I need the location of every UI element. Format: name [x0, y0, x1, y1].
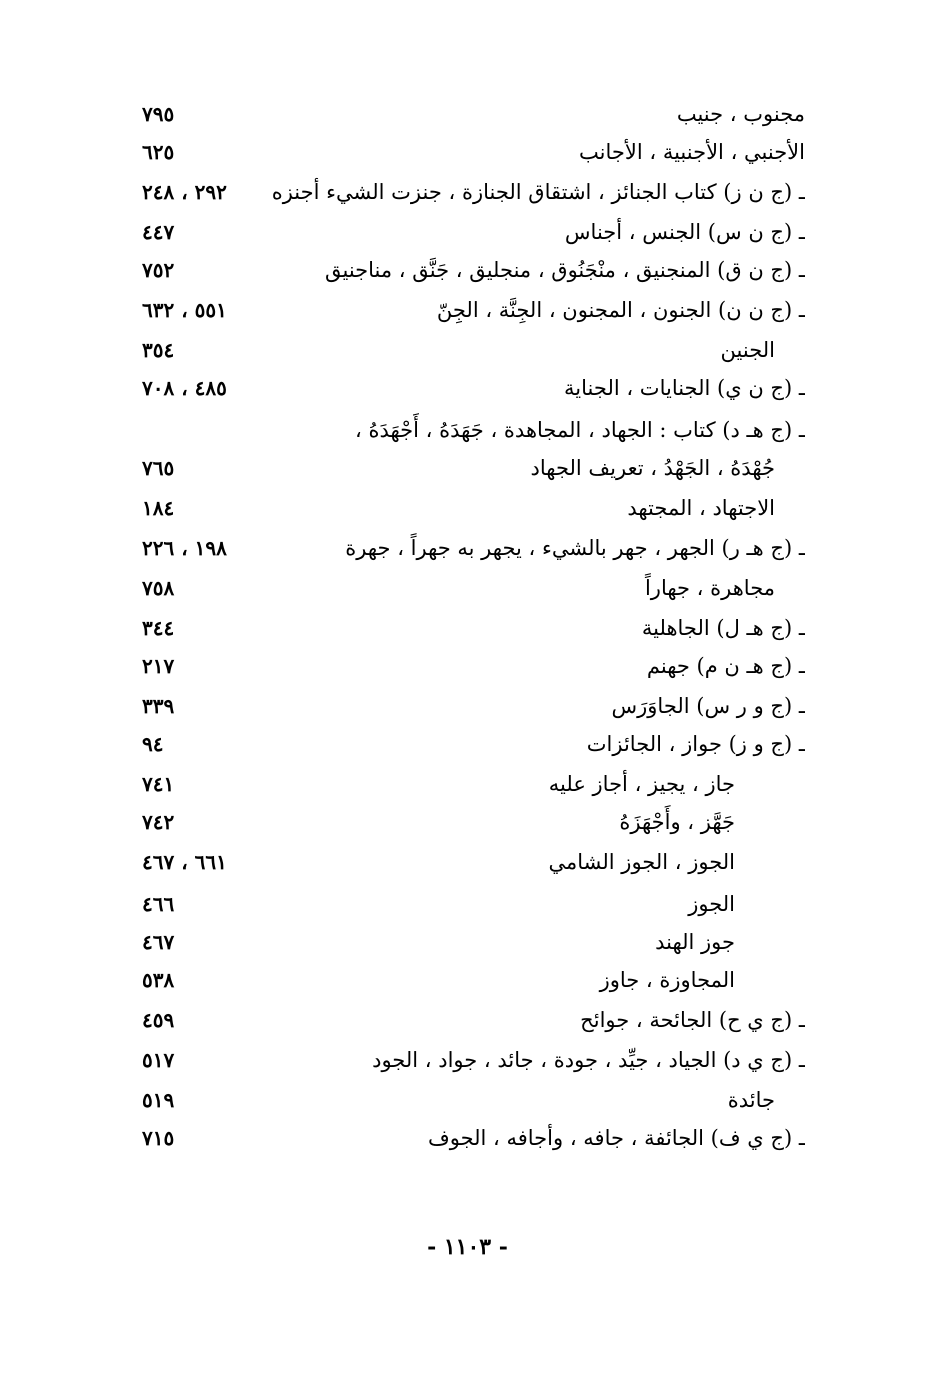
entry-pages: ٦٦١ ، ٤٦٧ — [142, 850, 227, 874]
entry-term: جاز ، يجيز ، أجاز عليه — [548, 772, 735, 796]
index-entry — [0, 450, 935, 488]
entry-term: مجنوب ، جنيب — [676, 102, 805, 126]
entry-pages: ٤٦٧ — [142, 930, 175, 954]
entry-term: الأجنبي ، الأجنبية ، الأجانب — [579, 140, 805, 164]
index-entry — [0, 174, 935, 212]
entry-pages: ٤٦٦ — [142, 892, 175, 916]
entry-term: الجوز ، الجوز الشامي — [548, 850, 735, 874]
index-entry — [0, 370, 935, 408]
entry-term: ـ (ج ي ح) الجائحة ، جوائح — [580, 1008, 805, 1032]
entry-pages: ٤٤٧ — [142, 220, 175, 244]
entry-pages: ٣٥٤ — [142, 338, 175, 362]
entry-pages: ٣٣٩ — [142, 694, 175, 718]
entry-term: الجوز — [688, 892, 735, 916]
entry-term: ـ (ج ي ف) الجائفة ، جافه ، وأجافه ، الجوف — [427, 1126, 805, 1150]
index-entry — [0, 252, 935, 290]
index-entry — [0, 844, 935, 882]
index-entry — [0, 96, 935, 134]
index-entry — [0, 530, 935, 568]
index-entry — [0, 1002, 935, 1040]
entry-pages: ٧٦٥ — [142, 456, 175, 480]
entry-term: المجاوزة ، جاوز — [599, 968, 735, 992]
entry-term: ـ (ج هـ ل) الجاهلية — [641, 616, 805, 640]
entry-pages: ٧٤٢ — [142, 810, 175, 834]
index-entry — [0, 214, 935, 252]
entry-term: ـ (ج هـ ن م) جهنم — [646, 654, 805, 678]
index-entry — [0, 332, 935, 370]
index-entry — [0, 886, 935, 924]
entry-pages: ٦٢٥ — [142, 140, 175, 164]
entry-pages: ٥٣٨ — [142, 968, 175, 992]
entry-pages: ٧١٥ — [142, 1126, 175, 1150]
entry-term: ـ (ج ن ن) الجنون ، المجنون ، الجِنَّة ، الجِنّ — [436, 298, 805, 322]
entry-pages: ٥٥١ ، ٦٣٢ — [142, 298, 227, 322]
entry-term: جَهَّز ، وأَجْهَزَهُ — [619, 810, 735, 834]
index-entry — [0, 804, 935, 842]
entry-term: ـ (ج ن ز) كتاب الجنائز ، اشتقاق الجنازة ، جنزت الشيء أجنزه — [271, 180, 805, 204]
entry-pages: ٢٩٢ ، ٢٤٨ — [142, 180, 227, 204]
entry-term: ـ (ج ن ق) المنجنيق ، منْجَنُوق ، منجليق ، جَنَّق ، مناجنيق — [324, 258, 805, 282]
entry-pages: ١٩٨ ، ٢٢٦ — [142, 536, 227, 560]
entry-pages: ٥١٩ — [142, 1088, 175, 1112]
entry-pages: ٤٨٥ ، ٧٠٨ — [142, 376, 227, 400]
entry-term: الجنين — [720, 338, 775, 362]
entry-term: ـ (ج ن ي) الجنايات ، الجناية — [564, 376, 805, 400]
entry-term: مجاهرة ، جهاراً — [644, 576, 775, 600]
entry-term: ـ (ج و ر س) الجاوَرَس — [611, 694, 805, 718]
entry-term: جائدة — [727, 1088, 775, 1112]
entry-pages: ٧٥٨ — [142, 576, 175, 600]
entry-pages: ٥١٧ — [142, 1048, 175, 1072]
page-number: - ١١٠٣ - — [427, 1234, 508, 1260]
index-entry — [0, 766, 935, 804]
index-entry — [0, 490, 935, 528]
index-entry — [0, 1082, 935, 1120]
index-entry — [0, 412, 935, 450]
entry-term: جوز الهند — [655, 930, 735, 954]
entry-pages: ٧٩٥ — [142, 102, 175, 126]
index-entry — [0, 924, 935, 962]
index-entry — [0, 1120, 935, 1158]
entry-pages: ١٨٤ — [142, 496, 175, 520]
index-entry — [0, 134, 935, 172]
index-entry — [0, 610, 935, 648]
entry-term: ـ (ج و ز) جواز ، الجائزات — [586, 732, 805, 756]
entry-term: ـ (ج ي د) الجياد ، جيِّد ، جودة ، جائد ، جواد ، الجود — [372, 1048, 805, 1072]
entry-pages: ٣٤٤ — [142, 616, 175, 640]
entry-pages: ٢١٧ — [142, 654, 175, 678]
entry-term: جُهْدَهُ ، الجَهْدُ ، تعريف الجهاد — [530, 456, 775, 480]
entry-pages: ٧٥٢ — [142, 258, 175, 282]
index-entry — [0, 1042, 935, 1080]
index-entry — [0, 726, 935, 764]
entry-term: الاجتهاد ، المجتهد — [627, 496, 775, 520]
entry-pages: ٧٤١ — [142, 772, 175, 796]
entry-term: ـ (ج هـ ر) الجهر ، جهر بالشيء ، يجهر به جهراً ، جهرة — [345, 536, 805, 560]
entry-term: ـ (ج هـ د) كتاب : الجهاد ، المجاهدة ، جَهَدَهُ ، أَجْهَدَهُ ، — [355, 418, 805, 442]
index-entry — [0, 570, 935, 608]
index-entry — [0, 962, 935, 1000]
entry-term: ـ (ج ن س) الجنس ، أجناس — [564, 220, 805, 244]
entry-pages: ٤٥٩ — [142, 1008, 175, 1032]
index-entry — [0, 292, 935, 330]
entry-pages: ٩٤ — [142, 732, 164, 756]
index-entry — [0, 688, 935, 726]
index-entry — [0, 648, 935, 686]
